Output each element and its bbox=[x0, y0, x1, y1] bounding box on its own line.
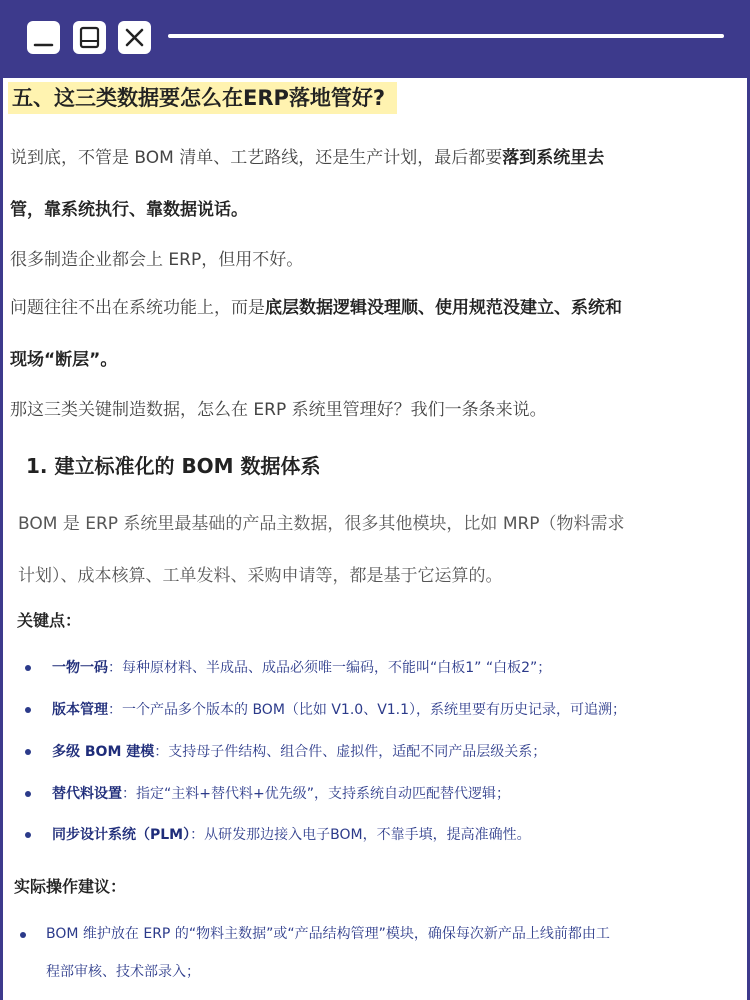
subsection-title: 1. 建立标准化的 BOM 数据体系 bbox=[26, 454, 321, 478]
list-item-text: ：一个产品多个版本的 BOM（比如 V1.0、V1.1），系统里要有历史记录，可追溯； bbox=[108, 702, 627, 718]
key-points-label: 关键点： bbox=[17, 611, 82, 630]
list-item-text: ：每种原材料、半成品、成品必须唯一编码，不能叫“白板1” “白板2”； bbox=[108, 660, 552, 676]
list-item bbox=[52, 783, 510, 805]
list-item bbox=[52, 699, 626, 721]
maximize-button[interactable] bbox=[73, 21, 106, 54]
list-item bbox=[52, 741, 546, 763]
section-heading: 五、这三类数据要怎么在ERP落地管好? bbox=[8, 82, 397, 114]
para3-bold-2: 现场“断层”。 bbox=[10, 350, 118, 370]
window-titlebar bbox=[0, 0, 750, 78]
list-item bbox=[52, 824, 531, 846]
list-item-text: ：从研发那边接入电子BOM，不靠手填，提高准确性。 bbox=[190, 827, 531, 843]
list-item-term: 一物一码 bbox=[52, 660, 108, 676]
paragraph-4: 那这三类关键制造数据，怎么在 ERP 系统里管理好？我们一条条来说。 bbox=[10, 400, 547, 420]
close-button[interactable] bbox=[118, 21, 151, 54]
advice-label: 实际操作建议： bbox=[14, 877, 127, 896]
bullet-dot bbox=[25, 791, 31, 797]
section-intro-line-1: BOM 是 ERP 系统里最基础的产品主数据，很多其他模块，比如 MRP（物料需求 bbox=[18, 514, 625, 534]
list-item-term: 多级 BOM 建模 bbox=[52, 744, 155, 760]
paragraph-1-line-1 bbox=[10, 146, 604, 170]
paragraph-3-line-2 bbox=[10, 348, 117, 372]
para3-bold: 底层数据逻辑没理顺、使用规范没建立、系统和 bbox=[265, 298, 622, 318]
list-item-term: 替代料设置 bbox=[52, 786, 122, 802]
list-item-term: 版本管理 bbox=[52, 702, 108, 718]
maximize-icon bbox=[73, 21, 106, 54]
close-icon bbox=[118, 21, 151, 54]
list-item bbox=[52, 657, 551, 679]
paragraph-2: 很多制造企业都会上 ERP，但用不好。 bbox=[10, 250, 304, 270]
title-bar-line bbox=[168, 34, 724, 38]
para1-plain: 说到底，不管是 BOM 清单、工艺路线，还是生产计划，最后都要 bbox=[10, 148, 503, 168]
minimize-button[interactable] bbox=[27, 21, 60, 54]
para3-plain: 问题往往不出在系统功能上，而是 bbox=[10, 298, 265, 318]
bullet-dot bbox=[25, 707, 31, 713]
list-item-term: 同步设计系统（PLM） bbox=[52, 827, 191, 843]
bullet-dot bbox=[25, 665, 31, 671]
list-item-text: ：支持母子件结构、组合件、虚拟件，适配不同产品层级关系； bbox=[154, 744, 547, 760]
section-intro-line-2: 计划）、成本核算、工单发料、采购申请等，都是基于它运算的。 bbox=[18, 566, 503, 586]
para1-bold: 落到系统里去 bbox=[502, 148, 605, 168]
advice-item-line-2: 程部审核、技术部录入； bbox=[46, 964, 200, 980]
bullet-dot bbox=[25, 749, 31, 755]
advice-item-line-1: BOM 维护放在 ERP 的“物料主数据”或“产品结构管理”模块，确保每次新产品上线前都由工 bbox=[46, 926, 610, 942]
minimize-icon bbox=[27, 21, 60, 54]
para1-bold-2: 管，靠系统执行、靠数据说话。 bbox=[10, 200, 248, 220]
bullet-dot bbox=[25, 832, 31, 838]
paragraph-3-line-1 bbox=[10, 296, 622, 320]
bullet-dot bbox=[20, 932, 26, 938]
list-item-text: ：指定“主料+替代料+优先级”，支持系统自动匹配替代逻辑； bbox=[122, 786, 510, 802]
paragraph-1-line-2 bbox=[10, 198, 248, 222]
